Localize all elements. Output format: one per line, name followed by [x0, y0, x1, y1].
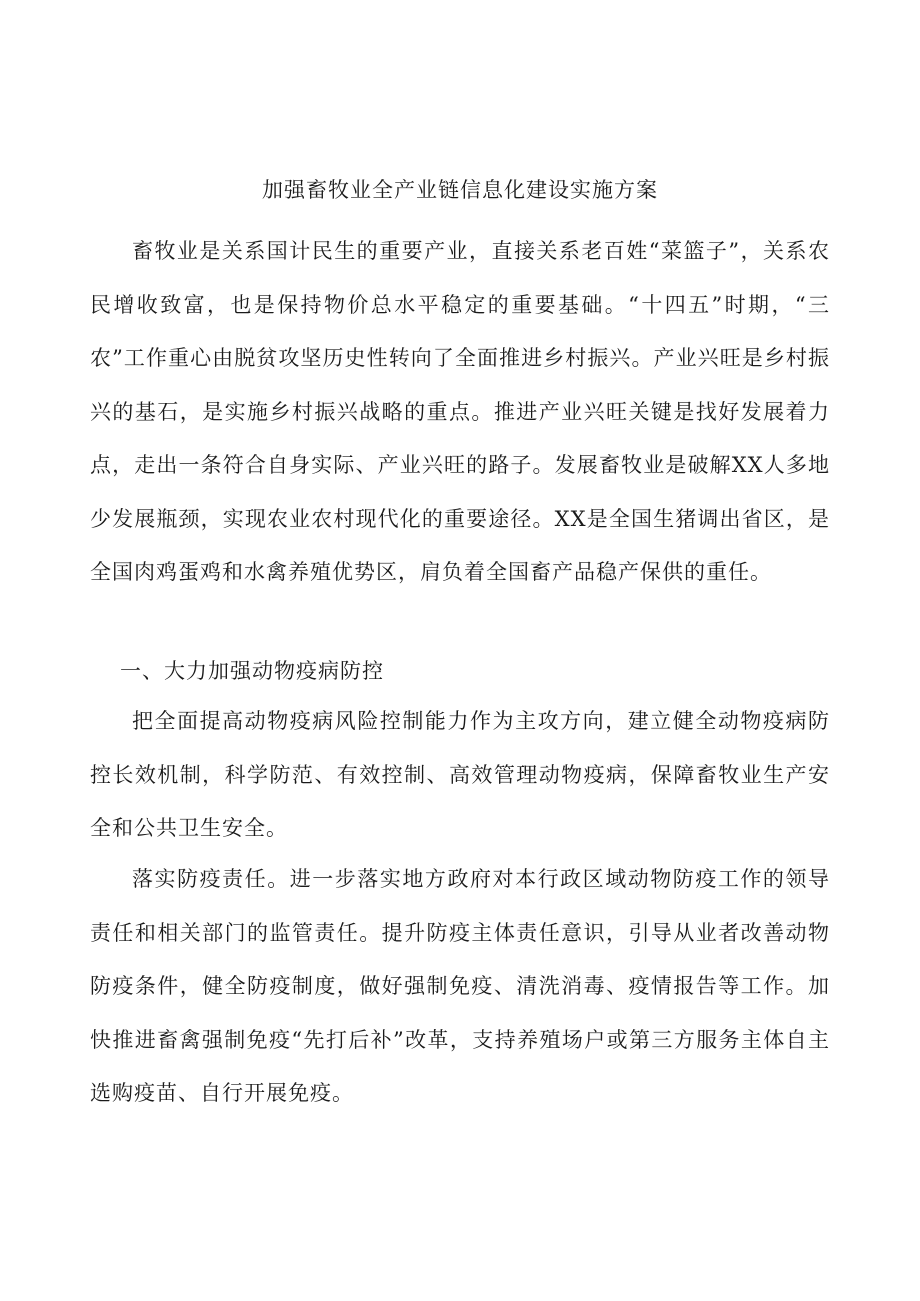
section-heading-1: 一、大力加强动物疫病防控 — [120, 659, 384, 683]
section-1-paragraph-1: 把全面提高动物疫病风险控制能力作为主攻方向，建立健全动物疫病防控长效机制，科学防范、有效控制、高效管理动物疫病，保障畜牧业生产安全和公共卫生安全。 — [90, 709, 830, 840]
section-1-paragraph-2: 落实防疫责任。进一步落实地方政府对本行政区域动物防疫工作的领导责任和相关部门的监管责任。提升防疫主体责任意识，引导从业者改善动物防疫条件，健全防疫制度，做好强制免疫、清洗消毒、疫情报告等工作。加快推进畜禽强制免疫“先打后补”改革，支持养殖场户或第三方服务主体自主选购疫苗、自行开展免疫。 — [90, 867, 830, 1105]
intro-paragraph: 畜牧业是关系国计民生的重要产业，直接关系老百姓“菜篮子”，关系农民增收致富，也是保持物价总水平稳定的重要基础。“十四五”时期，“三农”工作重心由脱贫攻坚历史性转向了全面推进乡村振兴。产业兴旺是乡村振兴的基石，是实施乡村振兴战略的重点。推进产业兴旺关键是找好发展着力点，走出一条符合自身实际、产业兴旺的路子。发展畜牧业是破解XX人多地少发展瓶颈，实现农业农村现代化的重要途径。XX是全国生猪调出省区，是全国肉鸡蛋鸡和水禽养殖优势区，肩负着全国畜产品稳产保供的重任。 — [90, 239, 830, 584]
document-title: 加强畜牧业全产业链信息化建设实施方案 — [262, 178, 658, 202]
